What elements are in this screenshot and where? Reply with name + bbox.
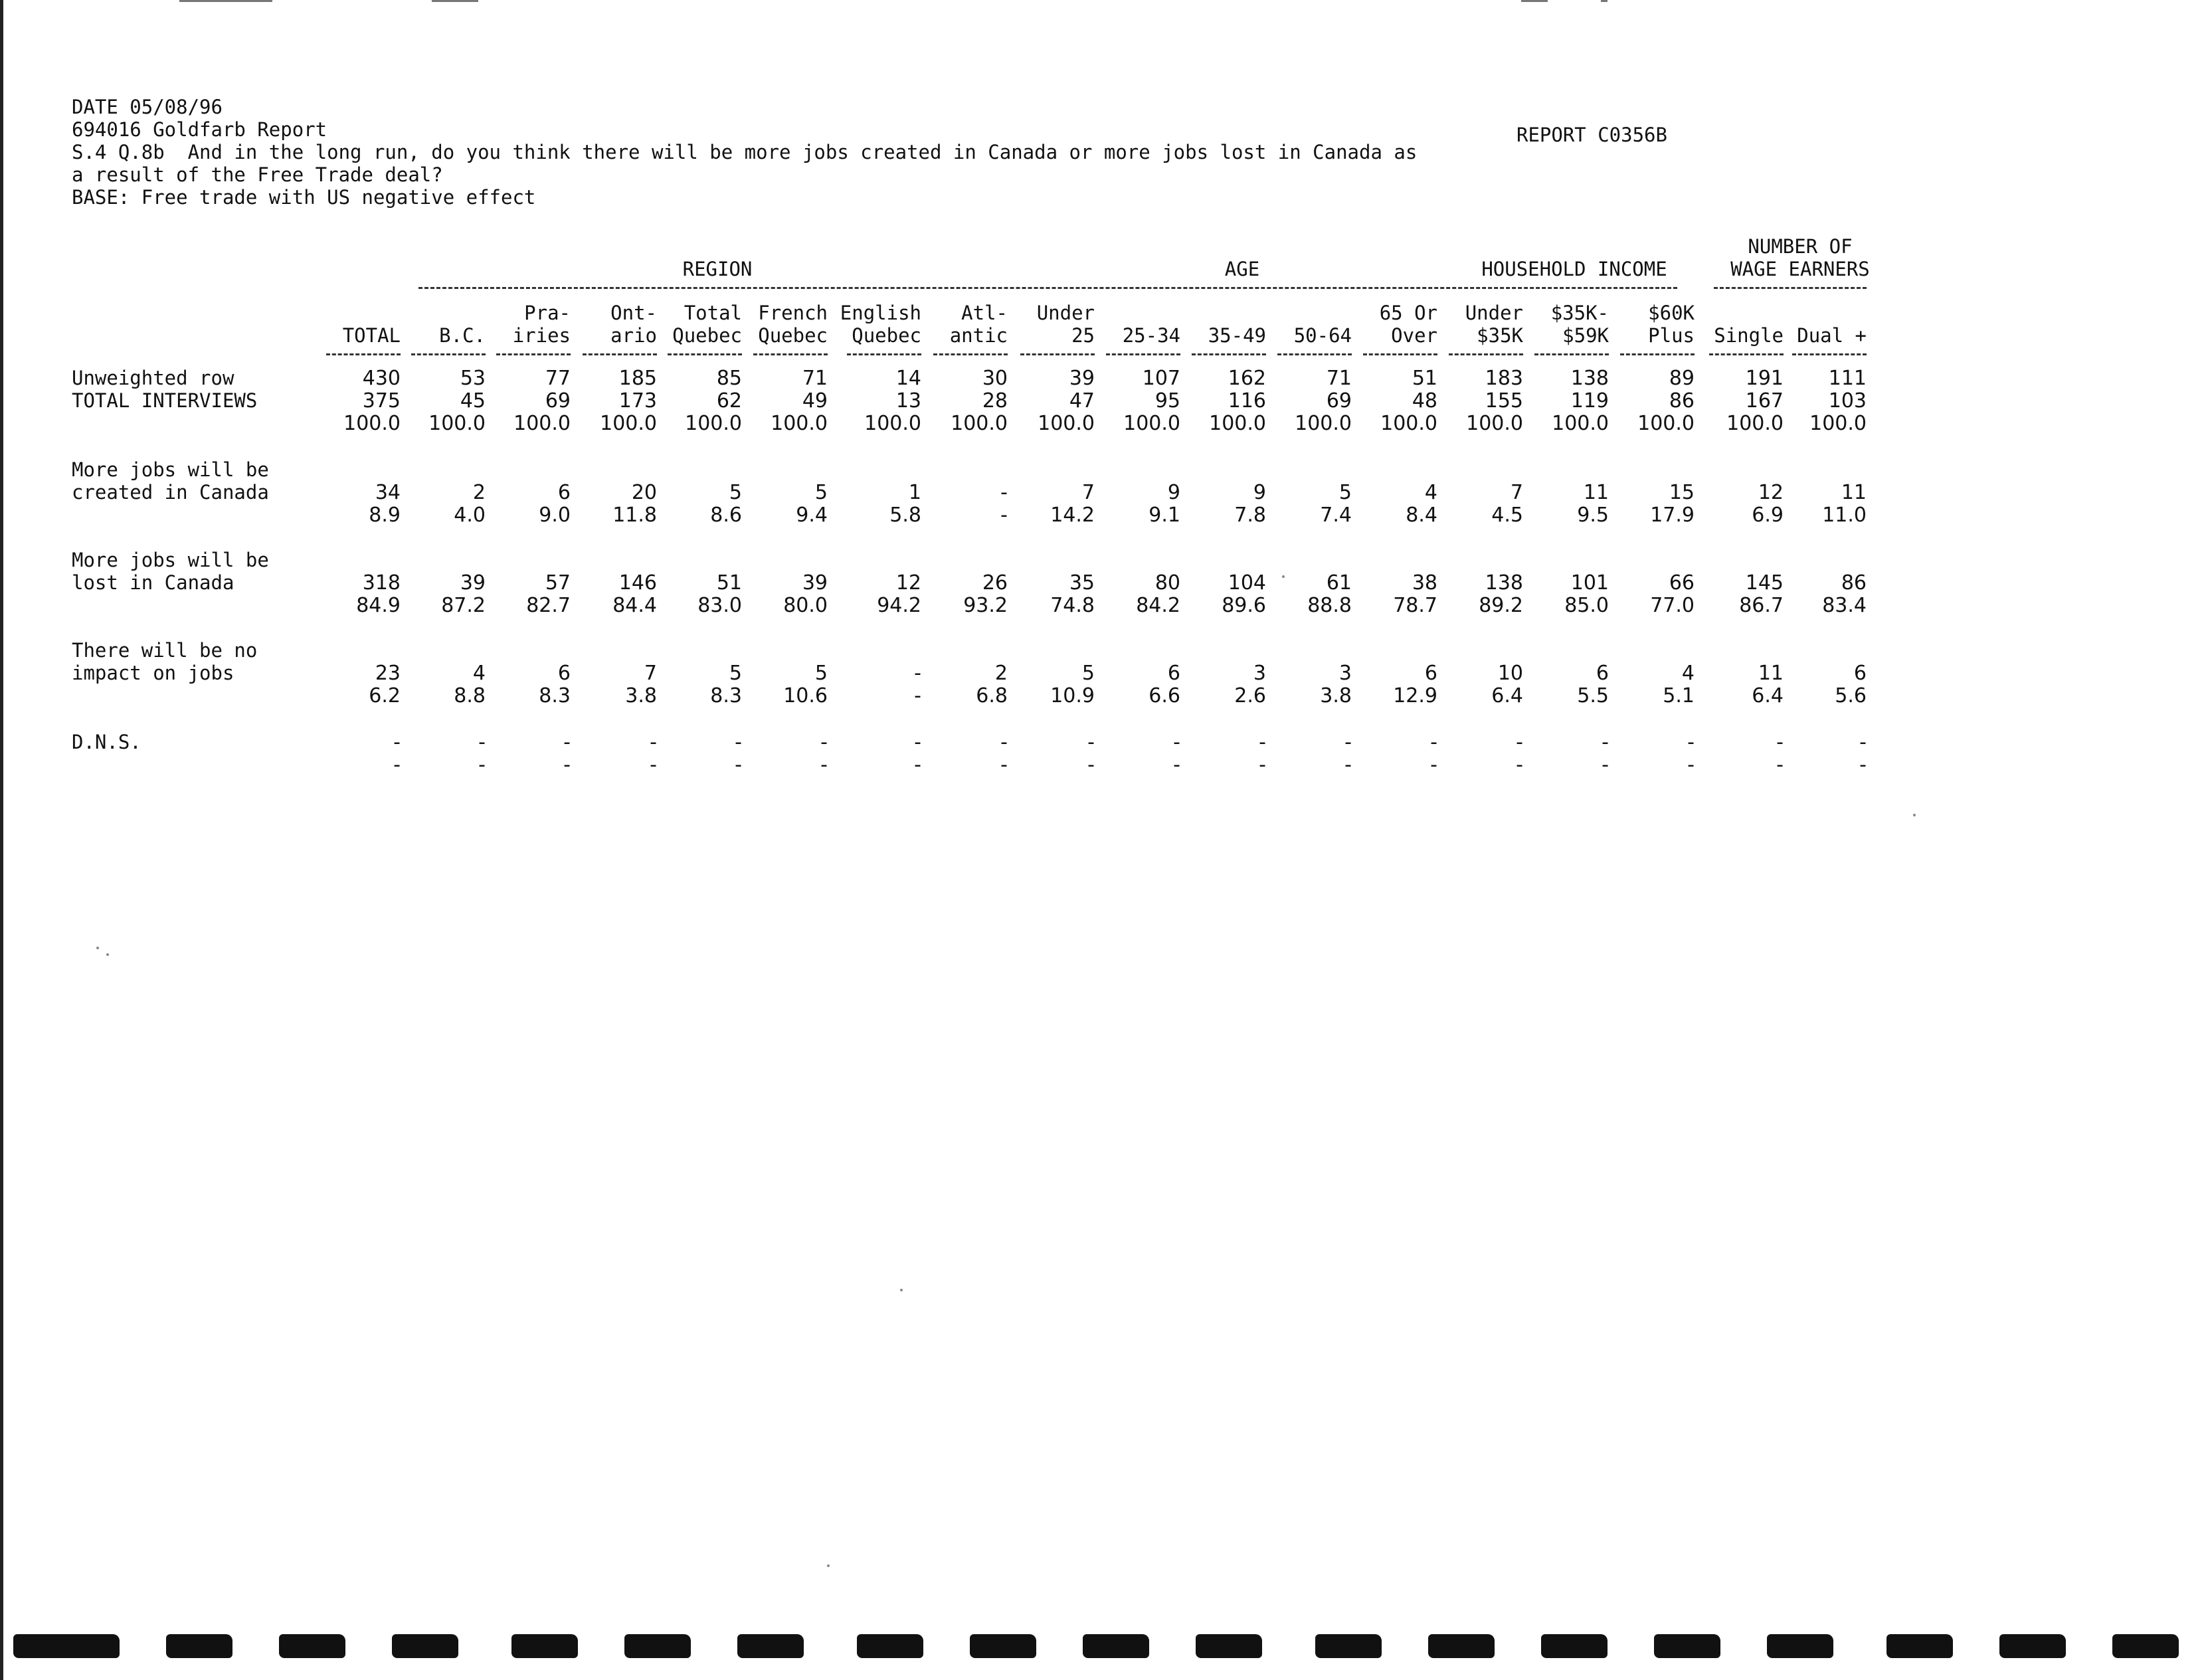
table-cell: 7 bbox=[644, 662, 657, 685]
column-header-underline bbox=[326, 353, 401, 355]
column-header-underline bbox=[1020, 353, 1095, 355]
row-label: lost in Canada bbox=[72, 571, 234, 594]
table-cell: - bbox=[1859, 753, 1867, 777]
group-wage-earners-line2: WAGE EARNERS bbox=[1730, 258, 1870, 280]
table-cell: 100.0 bbox=[1123, 412, 1180, 435]
table-cell: 57 bbox=[545, 571, 571, 595]
table-cell: - bbox=[914, 731, 921, 754]
table-cell: 6.6 bbox=[1149, 684, 1180, 707]
table-cell: 100.0 bbox=[685, 412, 742, 435]
table-cell: 62 bbox=[716, 389, 742, 413]
table-cell: 3 bbox=[1253, 662, 1266, 685]
table-cell: - bbox=[914, 684, 921, 707]
table-cell: 103 bbox=[1828, 389, 1867, 413]
column-header-underline bbox=[1277, 353, 1352, 355]
table-cell: 83.0 bbox=[697, 594, 742, 617]
table-cell: 104 bbox=[1228, 571, 1266, 595]
table-cell: 13 bbox=[895, 389, 921, 413]
table-cell: - bbox=[1000, 753, 1008, 777]
column-header-line1: Total bbox=[684, 302, 742, 324]
table-cell: 82.7 bbox=[526, 594, 571, 617]
table-cell: - bbox=[650, 731, 657, 754]
table-cell: 26 bbox=[982, 571, 1008, 595]
column-header-line1: $35K- bbox=[1550, 302, 1609, 324]
table-cell: 5 bbox=[814, 662, 828, 685]
column-header-line2: 25-34 bbox=[1122, 324, 1180, 347]
table-cell: 7.8 bbox=[1234, 504, 1266, 527]
table-cell: - bbox=[478, 753, 486, 777]
table-cell: 66 bbox=[1669, 571, 1695, 595]
table-cell: 48 bbox=[1412, 389, 1437, 413]
table-cell: 71 bbox=[1326, 367, 1352, 390]
table-cell: 20 bbox=[631, 481, 657, 504]
table-cell: 14 bbox=[895, 367, 921, 390]
column-header-line1: Under bbox=[1036, 302, 1095, 324]
table-cell: - bbox=[478, 731, 486, 754]
table-cell: 146 bbox=[618, 571, 657, 595]
table-cell: 173 bbox=[618, 389, 657, 413]
column-header-line1: $60K bbox=[1648, 302, 1695, 324]
base-description: BASE: Free trade with US negative effect bbox=[72, 186, 536, 209]
table-cell: - bbox=[1000, 731, 1008, 754]
table-cell: 86.7 bbox=[1739, 594, 1784, 617]
table-cell: 61 bbox=[1326, 571, 1352, 595]
column-header-line2: 25 bbox=[1071, 324, 1095, 347]
table-cell: 138 bbox=[1570, 367, 1609, 390]
column-header-underline bbox=[1192, 353, 1266, 355]
table-cell: 5 bbox=[1338, 481, 1352, 504]
table-cell: 51 bbox=[716, 571, 742, 595]
column-header-underline bbox=[411, 353, 486, 355]
table-cell: 100.0 bbox=[1295, 412, 1352, 435]
table-cell: - bbox=[1776, 753, 1784, 777]
table-cell: 183 bbox=[1485, 367, 1523, 390]
table-cell: 8.4 bbox=[1406, 504, 1437, 527]
table-cell: 12 bbox=[1758, 481, 1784, 504]
table-cell: 100.0 bbox=[1552, 412, 1609, 435]
table-cell: - bbox=[914, 662, 921, 685]
table-cell: 77 bbox=[545, 367, 571, 390]
table-cell: 430 bbox=[362, 367, 401, 390]
table-cell: 11 bbox=[1841, 481, 1867, 504]
table-cell: 39 bbox=[460, 571, 486, 595]
table-cell: 89.6 bbox=[1222, 594, 1266, 617]
table-cell: 9.5 bbox=[1577, 504, 1609, 527]
table-cell: 6 bbox=[1596, 662, 1609, 685]
table-cell: 80 bbox=[1154, 571, 1180, 595]
table-cell: 7 bbox=[1510, 481, 1523, 504]
table-cell: 100.0 bbox=[1209, 412, 1266, 435]
table-cell: 167 bbox=[1745, 389, 1784, 413]
column-header-underline bbox=[933, 353, 1008, 355]
table-cell: - bbox=[914, 753, 921, 777]
table-cell: 78.7 bbox=[1393, 594, 1437, 617]
table-cell: 7.4 bbox=[1320, 504, 1352, 527]
table-cell: 2 bbox=[994, 662, 1008, 685]
table-cell: 107 bbox=[1142, 367, 1180, 390]
group-rule-region-age-income bbox=[418, 287, 1677, 289]
column-header-line1: French bbox=[758, 302, 828, 324]
table-cell: 5 bbox=[814, 481, 828, 504]
column-header-line2: Dual + bbox=[1797, 324, 1867, 347]
table-cell: 69 bbox=[545, 389, 571, 413]
table-cell: 100.0 bbox=[1726, 412, 1784, 435]
row-label: created in Canada bbox=[72, 481, 269, 504]
row-label: Unweighted row bbox=[72, 367, 234, 389]
table-cell: - bbox=[1000, 504, 1008, 527]
table-cell: 85.0 bbox=[1564, 594, 1609, 617]
column-header-underline bbox=[1363, 353, 1437, 355]
table-cell: 6.9 bbox=[1752, 504, 1784, 527]
table-cell: 71 bbox=[802, 367, 828, 390]
table-cell: 100.0 bbox=[1038, 412, 1095, 435]
table-cell: 138 bbox=[1485, 571, 1523, 595]
table-cell: 88.8 bbox=[1307, 594, 1352, 617]
table-cell: 6 bbox=[557, 662, 571, 685]
column-header-line1: 65 Or bbox=[1379, 302, 1437, 324]
table-cell: 14.2 bbox=[1050, 504, 1095, 527]
table-cell: - bbox=[1859, 731, 1867, 754]
table-cell: 30 bbox=[982, 367, 1008, 390]
table-cell: 100.0 bbox=[771, 412, 828, 435]
column-header-underline bbox=[1106, 353, 1180, 355]
table-cell: 6 bbox=[557, 481, 571, 504]
table-cell: 89.2 bbox=[1479, 594, 1523, 617]
table-cell: 9 bbox=[1167, 481, 1180, 504]
table-cell: 6.2 bbox=[369, 684, 401, 707]
table-cell: 5.5 bbox=[1577, 684, 1609, 707]
table-cell: 8.9 bbox=[369, 504, 401, 527]
column-header-line2: Single bbox=[1714, 324, 1784, 347]
table-cell: 84.4 bbox=[612, 594, 657, 617]
table-cell: 10.6 bbox=[783, 684, 828, 707]
table-cell: 69 bbox=[1326, 389, 1352, 413]
table-cell: - bbox=[1087, 731, 1095, 754]
table-cell: - bbox=[1687, 731, 1695, 754]
table-cell: 10 bbox=[1497, 662, 1523, 685]
table-cell: 93.2 bbox=[963, 594, 1008, 617]
question-text-line2: a result of the Free Trade deal? bbox=[72, 163, 443, 186]
table-cell: 94.2 bbox=[877, 594, 921, 617]
table-cell: 4.0 bbox=[454, 504, 486, 527]
table-cell: 8.6 bbox=[710, 504, 742, 527]
table-cell: 39 bbox=[802, 571, 828, 595]
group-region: REGION bbox=[682, 258, 753, 280]
table-cell: 85 bbox=[716, 367, 742, 390]
column-header-line1: English bbox=[840, 302, 921, 324]
table-cell: - bbox=[1173, 753, 1180, 777]
column-header-line2: $59K bbox=[1562, 324, 1609, 347]
table-cell: 23 bbox=[375, 662, 401, 685]
table-cell: - bbox=[1602, 731, 1609, 754]
table-cell: 6 bbox=[1167, 662, 1180, 685]
table-cell: 145 bbox=[1745, 571, 1784, 595]
table-cell: 9.1 bbox=[1149, 504, 1180, 527]
column-header-line2: antic bbox=[949, 324, 1008, 347]
column-header-underline bbox=[1792, 353, 1867, 355]
table-cell: 9 bbox=[1253, 481, 1266, 504]
table-cell: 100.0 bbox=[1466, 412, 1523, 435]
table-cell: 11.8 bbox=[612, 504, 657, 527]
table-cell: 101 bbox=[1570, 571, 1609, 595]
group-rule-wage-earners bbox=[1714, 287, 1867, 289]
table-cell: 8.3 bbox=[710, 684, 742, 707]
table-cell: 116 bbox=[1228, 389, 1266, 413]
table-cell: 74.8 bbox=[1050, 594, 1095, 617]
table-cell: 375 bbox=[362, 389, 401, 413]
table-cell: 5 bbox=[1081, 662, 1095, 685]
table-cell: 318 bbox=[362, 571, 401, 595]
column-header-underline bbox=[1709, 353, 1784, 355]
table-cell: 49 bbox=[802, 389, 828, 413]
table-cell: - bbox=[563, 753, 571, 777]
table-cell: 6 bbox=[1853, 662, 1867, 685]
table-cell: 86 bbox=[1669, 389, 1695, 413]
column-header-underline bbox=[583, 353, 657, 355]
column-header-line1: Ont- bbox=[610, 302, 657, 324]
column-header-line2: Quebec bbox=[852, 324, 921, 347]
table-cell: 3.8 bbox=[625, 684, 657, 707]
scan-left-edge bbox=[0, 0, 3, 1680]
table-cell: 100.0 bbox=[951, 412, 1008, 435]
table-cell: - bbox=[820, 753, 828, 777]
row-label: impact on jobs bbox=[72, 662, 234, 684]
table-cell: 100.0 bbox=[1809, 412, 1867, 435]
table-cell: 155 bbox=[1485, 389, 1523, 413]
table-cell: - bbox=[735, 753, 742, 777]
table-cell: 12.9 bbox=[1393, 684, 1437, 707]
table-cell: 12 bbox=[895, 571, 921, 595]
table-cell: 11 bbox=[1758, 662, 1784, 685]
column-header-line2: $35K bbox=[1477, 324, 1523, 347]
table-cell: 80.0 bbox=[783, 594, 828, 617]
column-header-underline bbox=[847, 353, 921, 355]
table-cell: 38 bbox=[1412, 571, 1437, 595]
table-cell: - bbox=[1173, 731, 1180, 754]
table-cell: 100.0 bbox=[600, 412, 657, 435]
table-cell: - bbox=[735, 731, 742, 754]
table-cell: - bbox=[393, 731, 401, 754]
table-cell: 15 bbox=[1669, 481, 1695, 504]
table-cell: 4 bbox=[1424, 481, 1437, 504]
table-cell: 51 bbox=[1412, 367, 1437, 390]
table-cell: 77.0 bbox=[1650, 594, 1695, 617]
table-cell: 8.8 bbox=[454, 684, 486, 707]
table-cell: 8.3 bbox=[539, 684, 571, 707]
table-cell: 83.4 bbox=[1822, 594, 1867, 617]
table-cell: 100.0 bbox=[864, 412, 921, 435]
table-cell: - bbox=[1000, 481, 1008, 504]
report-code: REPORT C0356B bbox=[1517, 124, 1667, 146]
table-cell: 17.9 bbox=[1650, 504, 1695, 527]
column-header-underline bbox=[1449, 353, 1523, 355]
table-cell: 86 bbox=[1841, 571, 1867, 595]
table-cell: 6.8 bbox=[976, 684, 1008, 707]
table-cell: - bbox=[1430, 753, 1437, 777]
group-wage-earners-line1: NUMBER OF bbox=[1748, 235, 1853, 258]
table-cell: - bbox=[1516, 753, 1523, 777]
column-header-line2: Quebec bbox=[758, 324, 828, 347]
table-cell: 119 bbox=[1570, 389, 1609, 413]
table-cell: 95 bbox=[1154, 389, 1180, 413]
table-cell: 4 bbox=[472, 662, 486, 685]
table-cell: - bbox=[1687, 753, 1695, 777]
row-label: TOTAL INTERVIEWS bbox=[72, 389, 258, 412]
table-cell: 2 bbox=[472, 481, 486, 504]
table-cell: 7 bbox=[1081, 481, 1095, 504]
table-cell: 11.0 bbox=[1822, 504, 1867, 527]
table-cell: - bbox=[1430, 731, 1437, 754]
table-cell: 4.5 bbox=[1491, 504, 1523, 527]
table-cell: - bbox=[650, 753, 657, 777]
row-label: More jobs will be bbox=[72, 549, 269, 571]
column-header-line2: Plus bbox=[1648, 324, 1695, 347]
table-cell: 100.0 bbox=[1637, 412, 1695, 435]
table-cell: 47 bbox=[1069, 389, 1095, 413]
column-header-underline bbox=[1620, 353, 1695, 355]
column-header-underline bbox=[496, 353, 571, 355]
table-cell: 6 bbox=[1424, 662, 1437, 685]
table-cell: 39 bbox=[1069, 367, 1095, 390]
table-cell: 9.0 bbox=[539, 504, 571, 527]
table-cell: 162 bbox=[1228, 367, 1266, 390]
column-header-line2: Quebec bbox=[672, 324, 742, 347]
column-header-underline bbox=[753, 353, 828, 355]
table-cell: 84.9 bbox=[356, 594, 401, 617]
table-cell: 45 bbox=[460, 389, 486, 413]
report-date: DATE 05/08/96 bbox=[72, 96, 223, 118]
group-age: AGE bbox=[1224, 258, 1260, 280]
column-header-line2: 35-49 bbox=[1208, 324, 1266, 347]
column-header-underline bbox=[668, 353, 742, 355]
table-cell: 89 bbox=[1669, 367, 1695, 390]
table-cell: - bbox=[1516, 731, 1523, 754]
column-header-underline bbox=[1534, 353, 1609, 355]
table-cell: 6.4 bbox=[1491, 684, 1523, 707]
column-header-line2: TOTAL bbox=[342, 324, 401, 347]
column-header-line2: Over bbox=[1391, 324, 1437, 347]
table-cell: 5.6 bbox=[1835, 684, 1867, 707]
column-header-line2: iries bbox=[512, 324, 571, 347]
table-cell: 9.4 bbox=[796, 504, 828, 527]
column-header-line2: B.C. bbox=[439, 324, 486, 347]
table-cell: 191 bbox=[1745, 367, 1784, 390]
column-header-line1: Pra- bbox=[524, 302, 571, 324]
table-cell: 100.0 bbox=[343, 412, 401, 435]
column-header-line2: ario bbox=[610, 324, 657, 347]
row-label: More jobs will be bbox=[72, 458, 269, 481]
table-cell: 111 bbox=[1828, 367, 1867, 390]
table-cell: - bbox=[1087, 753, 1095, 777]
table-cell: 100.0 bbox=[1380, 412, 1437, 435]
table-cell: 1 bbox=[908, 481, 921, 504]
row-label: D.N.S. bbox=[72, 731, 141, 753]
table-cell: 100.0 bbox=[428, 412, 486, 435]
table-cell: 5 bbox=[729, 662, 742, 685]
table-cell: - bbox=[1259, 753, 1266, 777]
table-cell: 5.8 bbox=[889, 504, 921, 527]
table-cell: 5 bbox=[729, 481, 742, 504]
table-cell: - bbox=[1776, 731, 1784, 754]
table-cell: - bbox=[1602, 753, 1609, 777]
report-title: 694016 Goldfarb Report bbox=[72, 118, 327, 141]
table-cell: 2.6 bbox=[1234, 684, 1266, 707]
table-cell: 34 bbox=[375, 481, 401, 504]
column-header-line2: 50-64 bbox=[1293, 324, 1352, 347]
table-cell: - bbox=[1344, 731, 1352, 754]
table-cell: - bbox=[393, 753, 401, 777]
table-cell: 35 bbox=[1069, 571, 1095, 595]
table-cell: 87.2 bbox=[441, 594, 486, 617]
table-cell: 3 bbox=[1338, 662, 1352, 685]
table-cell: - bbox=[1344, 753, 1352, 777]
table-cell: - bbox=[563, 731, 571, 754]
group-household-income: HOUSEHOLD INCOME bbox=[1481, 258, 1667, 280]
table-cell: 3.8 bbox=[1320, 684, 1352, 707]
table-cell: 100.0 bbox=[513, 412, 571, 435]
table-cell: 53 bbox=[460, 367, 486, 390]
table-cell: - bbox=[820, 731, 828, 754]
row-label: There will be no bbox=[72, 639, 258, 662]
table-cell: 11 bbox=[1583, 481, 1609, 504]
table-cell: 10.9 bbox=[1050, 684, 1095, 707]
table-cell: 84.2 bbox=[1136, 594, 1180, 617]
table-cell: 28 bbox=[982, 389, 1008, 413]
column-header-line1: Under bbox=[1465, 302, 1523, 324]
table-cell: - bbox=[1259, 731, 1266, 754]
question-text-line1: S.4 Q.8b And in the long run, do you think there will be more jobs created in Canada or more jobs lost in Canada as bbox=[72, 141, 1418, 163]
table-cell: 6.4 bbox=[1752, 684, 1784, 707]
table-cell: 185 bbox=[618, 367, 657, 390]
table-cell: 5.1 bbox=[1663, 684, 1695, 707]
table-cell: 4 bbox=[1681, 662, 1695, 685]
column-header-line1: Atl- bbox=[961, 302, 1008, 324]
